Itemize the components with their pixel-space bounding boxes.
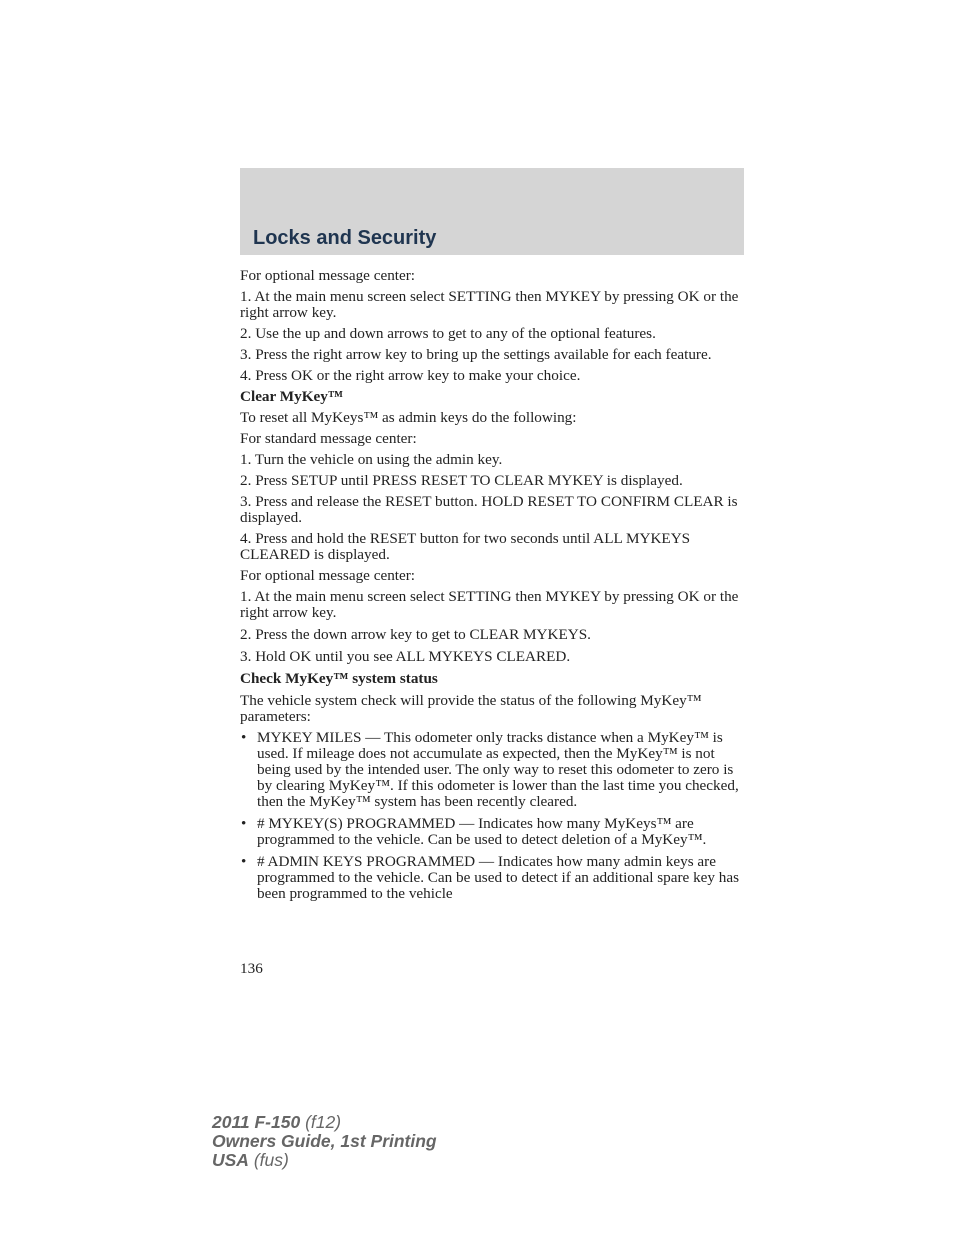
subheading-check-mykey-status: Check MyKey™ system status [240,670,438,687]
bullet-icon: • [241,729,247,746]
page-number: 136 [240,960,263,977]
paragraph: To reset all MyKeys™ as admin keys do the following: [240,409,577,426]
footer-edition-info [212,1113,437,1170]
step: 3. Press and release the RESET button. HOLD RESET TO CONFIRM CLEAR is displayed. [240,493,738,526]
bullet-item-admin-keys-programmed [240,854,744,902]
paragraph: The vehicle system check will provide the status of the following MyKey™ parameters: [240,692,702,725]
paragraph: For standard message center: [240,430,417,447]
step: 1. Turn the vehicle on using the admin key. [240,451,503,468]
section-title: Locks and Security [253,227,437,249]
step: 2. Press SETUP until PRESS RESET TO CLEAR MYKEY is displayed. [240,472,683,489]
bullet-icon: • [241,853,247,870]
subheading-clear-mykey: Clear MyKey™ [240,388,344,405]
footer-model-code: (f12) [305,1112,342,1132]
paragraph: For optional message center: [240,567,416,584]
bullet-icon: • [241,815,247,832]
footer-line-1 [212,1113,437,1132]
bullet-text: MYKEY MILES — This odometer only tracks distance when a MyKey™ is used. If mileage does not accumulate as expected, then the MyKey™ is not being used by the intended user. The only way to reset this odometer to zero is by clearing MyKey™. If this odometer is lower than the last time you checked, then the MyKey™ system has been recently cleared. [257,729,739,810]
step: 1. At the main menu screen select SETTING then MYKEY by pressing OK or the right arrow key. [240,588,739,621]
footer-line-3 [212,1151,437,1170]
step: 4. Press and hold the RESET button for two seconds until ALL MYKEYS CLEARED is displayed. [240,530,691,563]
bullet-item-mykey-miles [240,730,744,810]
paragraph: For optional message center: [240,267,416,284]
bullet-text: # MYKEY(S) PROGRAMMED — Indicates how many MyKeys™ are programmed to the vehicle. Can be used to detect deletion of a MyKey™. [257,815,707,848]
step: 2. Use the up and down arrows to get to any of the optional features. [240,325,656,342]
bullet-text: # ADMIN KEYS PROGRAMMED — Indicates how many admin keys are programmed to the vehicle. Can be used to detect if an additional spare key has been programmed to the vehicle [257,853,740,902]
footer-market-code: (fus) [253,1150,289,1170]
footer-guide: Owners Guide, 1st Printing [212,1131,437,1151]
step: 1. At the main menu screen select SETTING then MYKEY by pressing OK or the right arrow key. [240,288,739,321]
footer-model: 2011 F-150 [212,1112,301,1132]
body-content [240,268,744,902]
bullet-item-mykeys-programmed [240,816,744,848]
step: 2. Press the down arrow key to get to CLEAR MYKEYS. [240,626,591,643]
footer-market: USA [212,1150,249,1170]
step: 3. Hold OK until you see ALL MYKEYS CLEARED. [240,648,571,665]
step: 4. Press OK or the right arrow key to make your choice. [240,367,581,384]
footer-line-2 [212,1132,437,1151]
step: 3. Press the right arrow key to bring up the settings available for each feature. [240,346,712,363]
